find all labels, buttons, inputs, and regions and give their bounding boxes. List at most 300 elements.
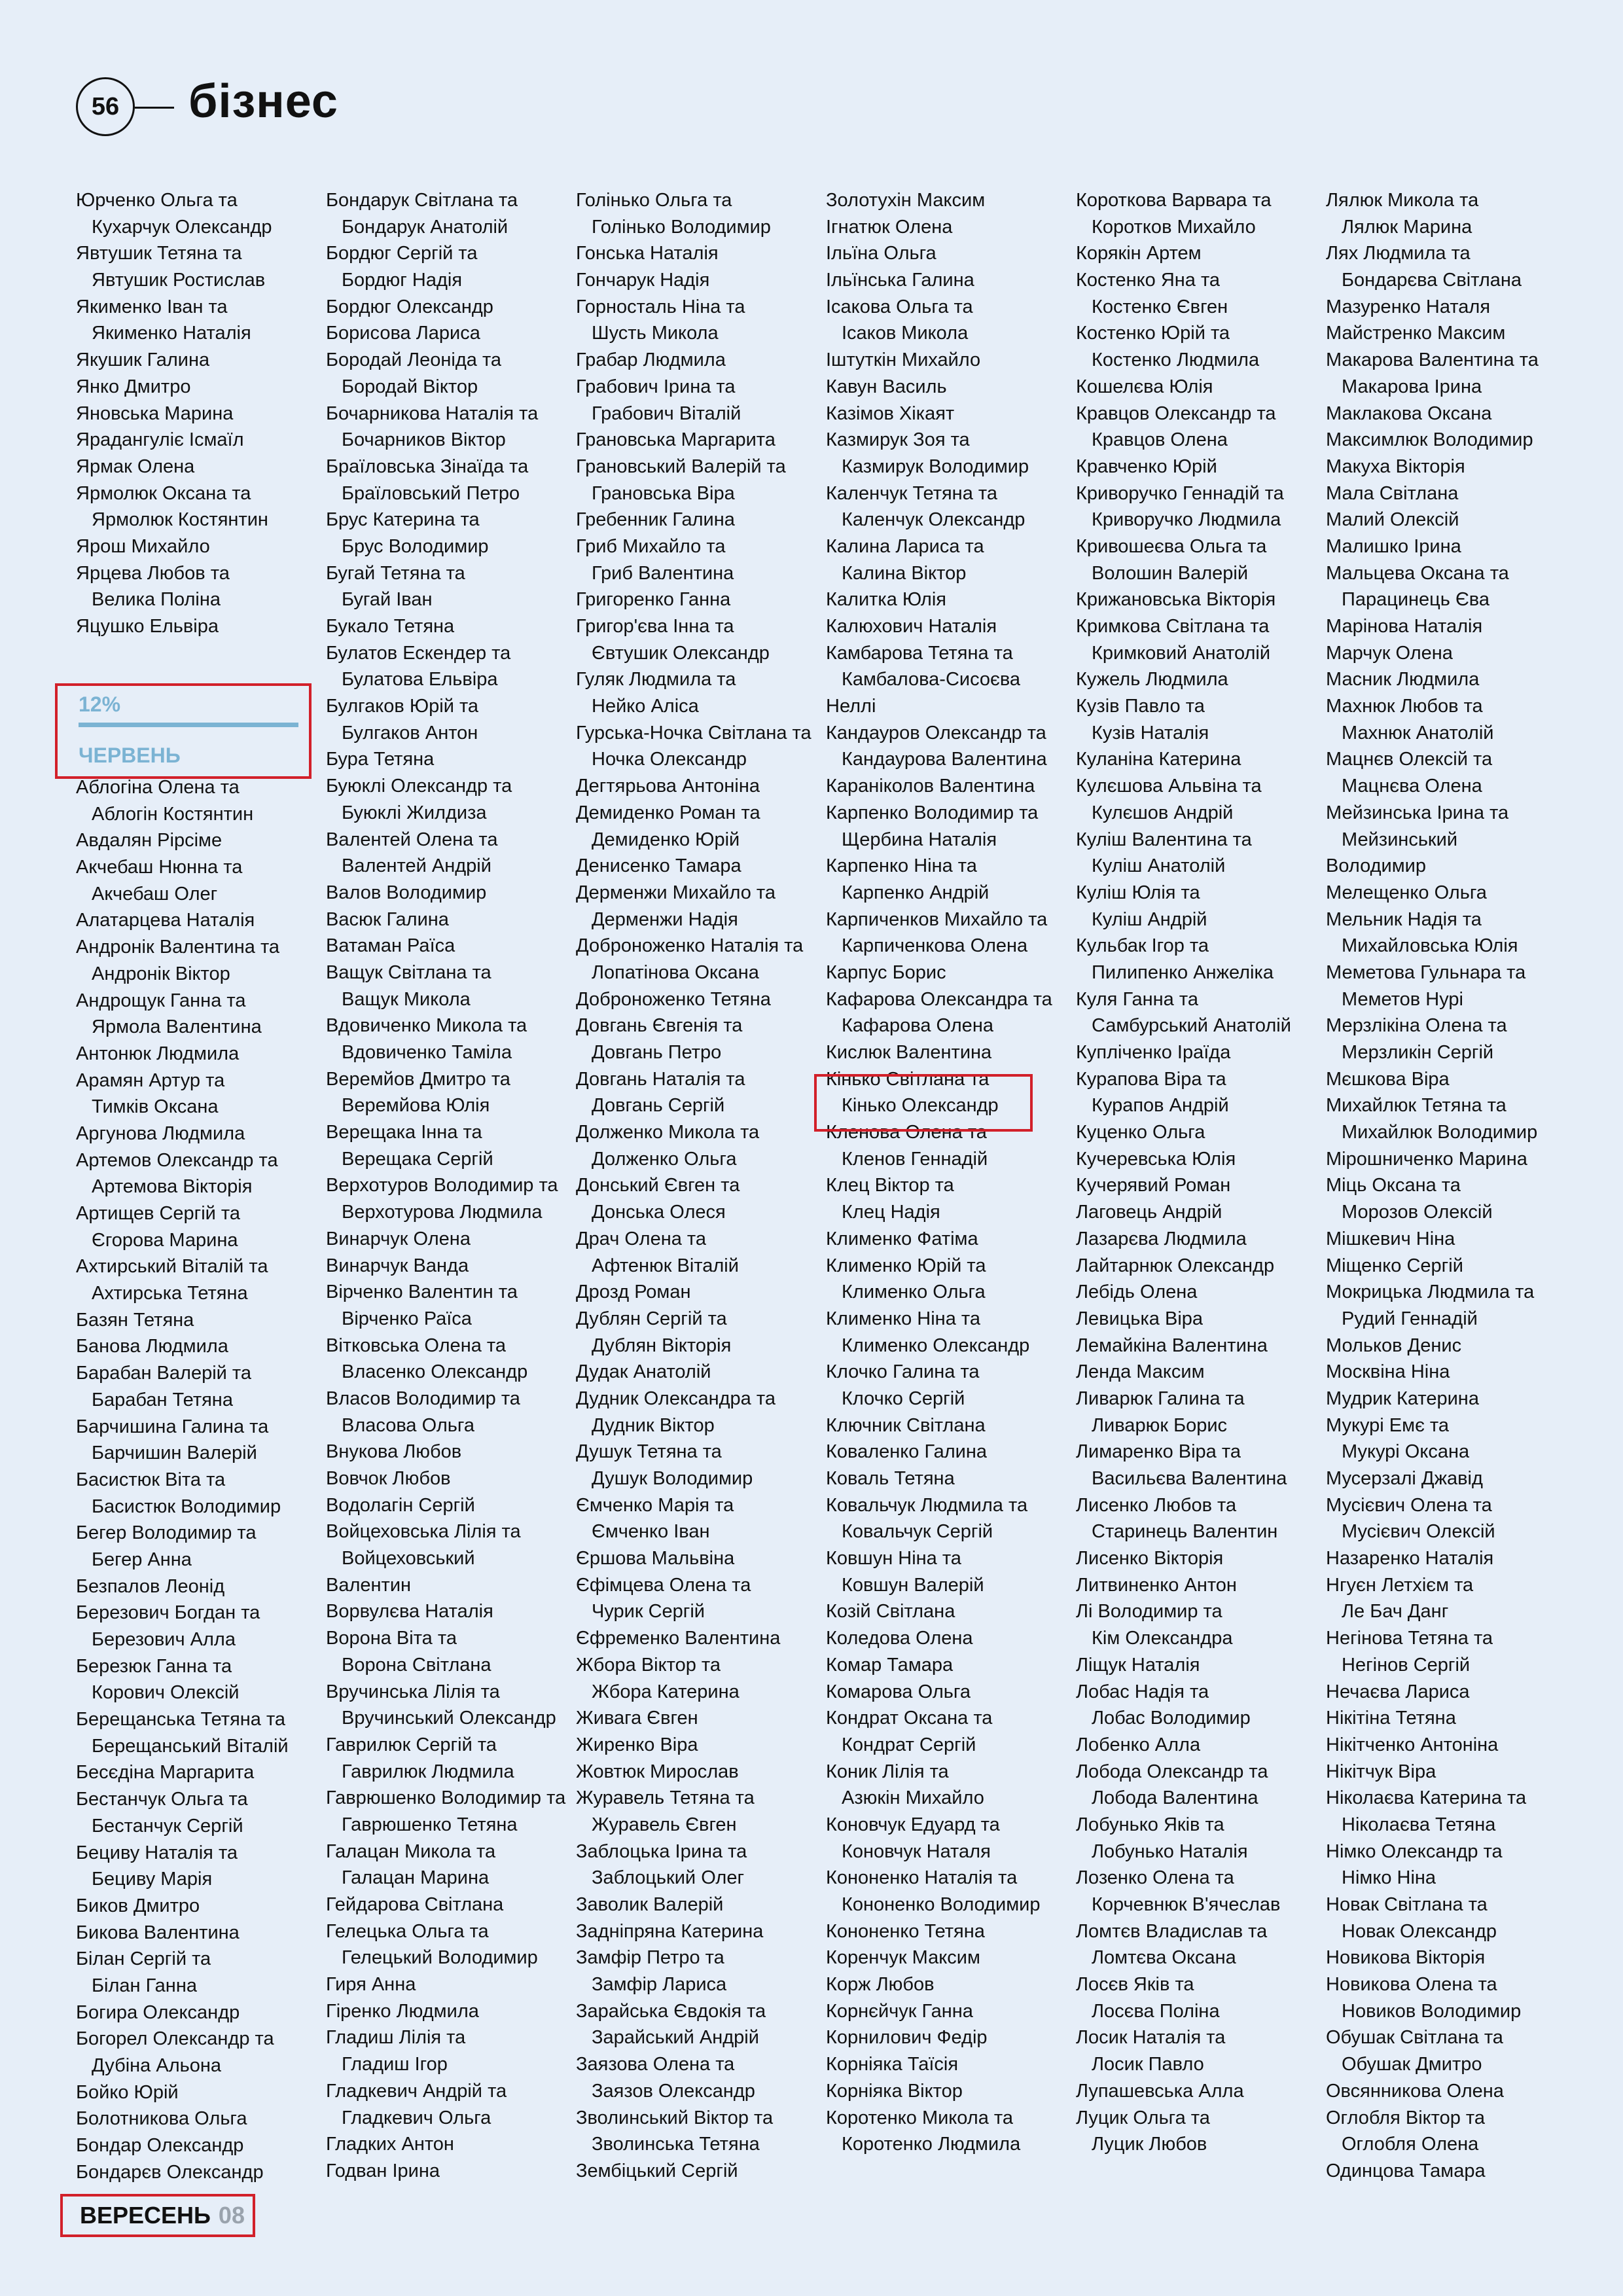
name-entry: Нікітченко Антоніна [1326,1734,1499,1755]
name-entry: Верхотуров Володимир та [326,1175,558,1196]
name-entry: Макуха Вікторія [1326,456,1465,477]
name-entry: Замфір Лариса [592,1974,727,1996]
name-entry: Євтушик Олександр [592,642,770,664]
name-entry: Махнюк Любов та [1326,696,1483,717]
name-entry: Бугай Іван [342,589,433,611]
name-entry: Кім Олександра [1092,1628,1233,1649]
name-entry: Журавель Тетяна та [576,1787,755,1809]
name-entry: Браїловський Петро [342,482,520,504]
name-entry: Єршова Мальвіна [576,1548,735,1570]
name-entry: Дудак Анатолій [576,1361,711,1383]
name-entry: Кислюк Валентина [826,1042,992,1063]
name-entry: Єфімцева Олена та [576,1574,751,1596]
name-entry: Демиденко Юрій [592,829,740,850]
name-entry: Кононенко Тетяна [826,1920,985,1942]
name-entry: Ємченко Марія та [576,1494,734,1516]
name-entry: Ільїнська Галина [826,270,974,291]
name-entry: Бикова Валентина [76,1922,240,1943]
name-entry: Кінько Олександр [842,1095,999,1117]
name-entry: Макарова Ірина [1342,376,1482,397]
name-entry: Клименко Ніна та [826,1308,980,1329]
name-entry: Кравченко Юрій [1076,456,1217,477]
name-entry: Васюк Галина [326,908,449,930]
name-entry: Вірченко Валентин та [326,1282,518,1303]
name-entry: Валентей Олена та [326,829,498,850]
name-entry: Ярмолюк Оксана та [76,482,251,504]
name-entry: Задніпряна Катерина [576,1920,764,1942]
name-entry: Німко Олександр та [1326,1840,1503,1862]
name-entry: Лобас Володимир [1092,1708,1251,1729]
name-entry: Куліш Андрій [1092,908,1207,930]
name-entry: Бестанчук Сергій [92,1815,243,1837]
name-entry: Михайлюк Тетяна та [1326,1095,1507,1117]
name-entry: Верещака Інна та [326,1122,482,1143]
name-entry: Бегер Анна [92,1549,192,1570]
footer-issue [60,2194,255,2237]
name-entry: Одинцова Тамара [1326,2160,1486,2181]
name-entry: Криворучко Людмила [1092,509,1281,531]
name-entry: Коваленко Галина [826,1441,987,1463]
footer-month: ВЕРЕСЕНЬ [80,2202,211,2229]
name-entry: Зарайський Андрій [592,2027,759,2049]
name-entry: Кухарчук Олександр [92,216,272,238]
name-entry: Німко Ніна [1342,1867,1436,1889]
name-entry: Юрченко Ольга та [76,190,238,211]
name-entry: Березович Богдан та [76,1602,260,1624]
name-entry: Лялюк Марина [1342,216,1472,238]
name-entry: Карпенко Ніна та [826,855,977,877]
name-entry: Лисенко Вікторія [1076,1548,1224,1570]
name-entry: Михайлюк Володимир [1342,1122,1538,1143]
name-entry: Грабар Людмила [576,350,726,371]
name-entry: Довгань Євгенія та [576,1015,743,1037]
name-entry: Барчишин Валерій [92,1443,257,1464]
name-entry: Жовтюк Мирослав [576,1761,739,1782]
name-entry: Костенко Людмила [1092,350,1260,371]
name-entry: Гейдарова Світлана [326,1894,504,1915]
name-entry: Войцеховський [342,1548,475,1570]
name-entry: Каленчук Тетяна та [826,482,997,504]
name-entry: Лобунько Яків та [1076,1814,1224,1835]
name-entry: Ніколаєва Катерина та [1326,1787,1527,1809]
name-entry: Криворучко Геннадій та [1076,482,1284,504]
name-entry: Заволик Валерій [576,1894,724,1915]
name-entry: Бондарук Анатолій [342,216,508,238]
name-entry: Лозенко Олена та [1076,1867,1234,1889]
name-entry: Гурська-Ночка Світлана та [576,722,812,744]
name-entry: Довгань Петро [592,1042,722,1063]
name-entry: Козій Світлана [826,1601,955,1623]
name-entry: Клименко Юрій та [826,1255,986,1276]
name-entry: Нечаєва Лариса [1326,1681,1470,1702]
name-entry: Кузів Павло та [1076,696,1205,717]
name-entry: Зволинський Віктор та [576,2107,774,2128]
name-entry: Гаврилюк Людмила [342,1761,514,1782]
name-entry: Курапов Андрій [1092,1095,1229,1117]
name-entry: Кондрат Оксана та [826,1708,993,1729]
name-entry: Ворона Світлана [342,1654,491,1676]
name-entry: Власенко Олександр [342,1361,528,1383]
name-entry: Ковшун Валерій [842,1574,984,1596]
name-entry: Бочарников Віктор [342,429,506,451]
name-entry: Грабович Ірина та [576,376,736,397]
name-entry: Бондарєва Світлана [1342,270,1522,291]
name-entry: Гиря Анна [326,1974,416,1996]
name-entry: Гладиш Ігор [342,2054,448,2075]
name-entry: Овсянникова Олена [1326,2080,1504,2102]
name-entry: Пилипенко Анжеліка [1092,961,1274,983]
name-column-4 [826,187,1068,2158]
name-entry: Махнюк Анатолій [1342,722,1494,744]
name-entry: Довгань Сергій [592,1095,725,1117]
name-entry: Ночка Олександр [592,749,747,770]
name-entry: Драч Олена та [576,1228,706,1249]
name-entry: Дубіна Альона [92,2055,222,2076]
name-entry: Марінова Наталія [1326,616,1483,637]
name-entry: Брус Володимир [342,535,489,557]
name-entry: Ємченко Іван [592,1521,710,1543]
name-entry: Калитка Юлія [826,589,946,611]
name-entry: Бочарникова Наталія та [326,403,539,424]
name-entry: Литвиненко Антон [1076,1574,1237,1596]
name-entry: Голінько Ольга та [576,190,732,211]
name-entry: Кулєшов Андрій [1092,802,1234,823]
name-entry: Долженко Ольга [592,1148,737,1170]
name-entry: Мерзлікіна Олена та [1326,1015,1507,1037]
name-entry: Гаврюшенко Володимир та [326,1787,566,1809]
name-entry: Корчевнюк В'ячеслав [1092,1894,1281,1915]
name-entry: Грановська Віра [592,482,735,504]
name-entry: Гриб Михайло та [576,535,726,557]
name-entry: Коледова Олена [826,1628,973,1649]
name-entry: Доброноженко Наталія та [576,935,804,957]
name-entry: Ливарюк Борис [1092,1414,1228,1436]
name-entry: Бондарук Світлана та [326,190,518,211]
name-entry: Малишко Ірина [1326,535,1461,557]
name-entry: Мусієвич Олена та [1326,1494,1492,1516]
name-entry: Куланіна Катерина [1076,749,1241,770]
name-entry: Веремйов Дмитро та [326,1068,510,1090]
name-entry: Богорел Олександр та [76,2028,274,2050]
name-entry: Кафарова Олена [842,1015,993,1037]
name-entry: Бесєдіна Маргарита [76,1762,255,1784]
name-entry: Буюклі Олександр та [326,776,512,797]
name-entry: Жбора Віктор та [576,1654,721,1676]
name-entry: Карпус Борис [826,961,946,983]
name-entry: Бородай Віктор [342,376,478,397]
name-entry: Коник Лілія та [826,1761,949,1782]
name-entry: Валентей Андрій [342,855,491,877]
name-entry: Аблогін Костянтин [92,803,254,825]
name-entry: Короткова Варвара та [1076,190,1272,211]
name-entry: Парацинець Єва [1342,589,1490,611]
name-entry: Мацнєв Олексій та [1326,749,1493,770]
section-title: бізнес [188,75,338,128]
name-entry: Денисенко Тамара [576,855,741,877]
name-entry: Лаговець Андрій [1076,1202,1222,1223]
name-entry: Новикова Вікторія [1326,1947,1486,1969]
name-entry: Безпалов Леонід [76,1575,225,1597]
name-entry: Кривошеєва Ольга та [1076,535,1267,557]
name-entry: Лайтарнюк Олександр [1076,1255,1275,1276]
name-entry: Бегер Володимир та [76,1522,257,1544]
name-entry: Веремйова Юлія [342,1095,490,1117]
name-entry: Коротенко Микола та [826,2107,1013,2128]
name-entry: Вірченко Раїса [342,1308,472,1329]
name-entry: Кузів Наталія [1092,722,1209,744]
name-entry: Артищев Сергій та [76,1203,241,1224]
name-entry: Куліш Юлія та [1076,882,1200,903]
name-entry: Ковальчук Людмила та [826,1494,1028,1516]
name-entry: Оглобля Олена [1342,2134,1479,2155]
name-entry: Негінов Сергій [1342,1654,1471,1676]
name-entry: Карпиченков Михайло та [826,908,1048,930]
name-entry: Коротков Михайло [1092,216,1256,238]
name-entry: Мокрицька Людмила та [1326,1282,1535,1303]
name-entry: Ярадангуліє Ісмаїл [76,429,244,451]
name-entry: Камбарова Тетяна та [826,642,1013,664]
name-entry: Бура Тетяна [326,749,435,770]
name-entry: Валентин [326,1574,412,1596]
name-entry: Корніяка Таїсія [826,2054,959,2075]
name-entry: Внукова Любов [326,1441,462,1463]
name-entry: Левицька Віра [1076,1308,1204,1329]
name-entry: Душук Тетяна та [576,1441,722,1463]
name-entry: Валов Володимир [326,882,487,903]
name-entry: Лобунько Наталія [1092,1840,1248,1862]
name-entry: Акчебаш Нюнна та [76,857,243,878]
name-entry: Обушак Дмитро [1342,2054,1482,2075]
name-entry: Булатов Ескендер та [326,642,511,664]
name-entry: Кондрат Сергій [842,1734,976,1755]
name-entry: Тимків Оксана [92,1096,219,1118]
name-entry: Борисова Лариса [326,323,480,344]
name-entry: Ільїна Ольга [826,243,936,264]
name-entry: Андронік Валентина та [76,937,280,958]
name-entry: Якушик Галина [76,350,210,371]
name-entry: Нгуєн Летхієм та [1326,1574,1474,1596]
name-entry: Бециву Наталія та [76,1842,238,1863]
name-entry: Лупашевська Алла [1076,2080,1244,2102]
name-entry: Костенко Євген [1092,296,1228,317]
name-entry: Корнилович Федір [826,2027,988,2049]
name-entry: Дудник Віктор [592,1414,715,1436]
name-entry: Винарчук Олена [326,1228,471,1249]
name-entry: Мольков Денис [1326,1335,1462,1356]
name-entry: Самбурський Анатолій [1092,1015,1291,1037]
name-entry: Антонюк Людмила [76,1043,240,1064]
name-entry: Заблоцька Ірина та [576,1840,747,1862]
name-entry: Карпенко Володимир та [826,802,1039,823]
name-entry: Корнєйчук Ганна [826,2000,973,2022]
name-entry: Вовчок Любов [326,1468,451,1489]
name-entry: Жбора Катерина [592,1681,740,1702]
name-entry: Бордюг Олександр [326,296,493,317]
name-entry: Гриб Валентина [592,562,734,584]
name-entry: Ливарюк Галина та [1076,1388,1245,1409]
name-entry: Негінова Тетяна та [1326,1628,1493,1649]
name-entry: Гелецький Володимир [342,1947,538,1969]
name-entry: Кравцов Олена [1092,429,1228,451]
name-entry: Кримковий Анатолій [1092,642,1271,664]
name-entry: Мейзинська Ірина та [1326,802,1509,823]
name-entry: Булатова Ельвіра [342,669,498,691]
name-entry: Андронік Віктор [92,963,230,984]
name-entry: Нікітіна Тетяна [1326,1708,1456,1729]
name-entry: Лимаренко Віра та [1076,1441,1241,1463]
name-entry: Берещанська Тетяна та [76,1709,286,1731]
name-entry: Корякін Артем [1076,243,1202,264]
name-entry: Березович Алла [92,1629,236,1650]
name-entry: Корніяка Віктор [826,2080,963,2102]
name-entry: Клименко Фатіма [826,1228,978,1249]
name-entry: Болотникова Ольга [76,2108,247,2130]
name-entry: Живага Євген [576,1708,698,1729]
name-entry: Чурик Сергій [592,1601,705,1623]
name-entry: Нейко Аліса [592,696,699,717]
name-entry: Дублян Вікторія [592,1335,732,1356]
name-entry: Мальцева Оксана та [1326,562,1509,584]
name-entry: Ярмолюк Костянтин [92,509,268,531]
name-entry: Лисенко Любов та [1076,1494,1237,1516]
name-entry: Шусть Микола [592,323,719,344]
name-entry: Березюк Ганна та [76,1655,232,1677]
name-column-2 [326,187,568,2185]
name-entry: Лосєва Поліна [1092,2000,1220,2022]
name-entry: Заблоцький Олег [592,1867,745,1889]
name-entry: Журавель Євген [592,1814,737,1835]
name-entry: Мацнєва Олена [1342,776,1482,797]
name-entry: Барабан Тетяна [92,1389,233,1410]
name-entry: Вдовиченко Таміла [342,1042,512,1063]
name-entry: Зволинська Тетяна [592,2134,760,2155]
name-entry: Куліш Анатолій [1092,855,1226,877]
name-entry: Гладких Антон [326,2134,454,2155]
name-entry: Луцик Ольга та [1076,2107,1210,2128]
name-entry: Долженко Микола та [576,1122,760,1143]
month-percent: 12% [79,692,121,716]
month-progress-bar [79,723,298,727]
name-entry: Гіренко Людмила [326,2000,479,2022]
name-entry: Костенко Яна та [1076,270,1221,291]
name-entry: Мала Світлана [1326,482,1459,504]
name-entry: Лемайкіна Валентина [1076,1335,1268,1356]
name-entry: Мусієвич Олексій [1342,1521,1495,1543]
name-entry: Кавун Василь [826,376,947,397]
name-entry: Караніколов Валентина [826,776,1035,797]
name-entry: Гладиш Лілія та [326,2027,466,2049]
name-entry: Голінько Володимир [592,216,771,238]
name-entry: Калина Лариса та [826,535,984,557]
name-entry: Ковшун Ніна та [826,1548,961,1570]
name-entry: Мукурі Емє та [1326,1414,1450,1436]
name-entry: Дудник Олександра та [576,1388,776,1409]
name-entry: Лобода Валентина [1092,1787,1258,1809]
name-entry: Клец Надія [842,1202,940,1223]
name-entry: Єгорова Марина [92,1229,238,1251]
name-entry: Лобенко Алла [1076,1734,1201,1755]
name-entry: Клименко Ольга [842,1282,986,1303]
name-entry: Дрозд Роман [576,1282,691,1303]
name-entry: Браїловська Зінаїда та [326,456,529,477]
name-entry: Гончарук Надія [576,270,710,291]
name-entry: Брус Катерина та [326,509,480,531]
name-entry: Щербина Наталія [842,829,997,850]
name-entry: Обушак Світлана та [1326,2027,1503,2049]
name-entry: Москвіна Ніна [1326,1361,1450,1383]
name-entry: Коновчук Едуард та [826,1814,1000,1835]
name-entry: Букало Тетяна [326,616,455,637]
name-entry: Афтенюк Віталій [592,1255,739,1276]
name-entry: Коротенко Людмила [842,2134,1021,2155]
name-entry: Куля Ганна та [1076,988,1198,1010]
name-entry: Каленчук Олександр [842,509,1026,531]
name-entry: Дегтярьова Антоніна [576,776,760,797]
name-entry: Курапова Віра та [1076,1068,1226,1090]
name-entry: Доброноженко Тетяна [576,988,771,1010]
name-entry: Бордюг Сергій та [326,243,478,264]
name-entry: Гелецька Ольга та [326,1920,489,1942]
name-entry: Артемов Олександр та [76,1149,278,1171]
name-entry: Лях Людмила та [1326,243,1471,264]
name-entry: Іштуткін Михайло [826,350,981,371]
name-entry: Авдалян Рipсіме [76,830,223,852]
name-entry: Лосєв Яків та [1076,1974,1194,1996]
name-entry: Крижановська Вікторія [1076,589,1276,611]
name-entry: Бондар Олександр [76,2135,244,2157]
name-entry: Лобас Надія та [1076,1681,1209,1702]
name-entry: Лопатінова Оксана [592,961,759,983]
name-entry: Ломтєва Оксана [1092,1947,1236,1969]
name-entry: Нікітчук Віра [1326,1761,1436,1782]
name-entry: Берещанський Віталій [92,1735,289,1757]
name-entry: Кулєшова Альвіна та [1076,776,1262,797]
name-entry: Ярмола Валентина [92,1016,262,1038]
name-entry: Ле Бач Данг [1342,1601,1449,1623]
name-entry: Зарайська Євдокія та [576,2000,766,2022]
name-entry: Малий Олексій [1326,509,1459,531]
name-entry: Довгань Наталія та [576,1068,745,1090]
name-entry: Аблогіна Олена та [76,777,240,798]
name-entry: Марчук Олена [1326,642,1453,664]
name-entry: Артемова Вікторія [92,1176,253,1198]
name-entry: Ніколаєва Тетяна [1342,1814,1496,1835]
name-entry: Андрощук Ганна та [76,990,246,1011]
name-entry: Горносталь Ніна та [576,296,745,317]
name-entry: Купліченко Іраїда [1076,1042,1231,1063]
name-entry: Кононенко Наталія та [826,1867,1018,1889]
name-entry: Бордюг Надія [342,270,463,291]
name-entry: Неллі [826,696,876,717]
name-entry: Бециву Марія [92,1869,213,1890]
name-entry: Вдовиченко Микола та [326,1015,527,1037]
name-entry: Бугай Тетяна та [326,562,465,584]
name-entry: Клец Віктор та [826,1175,954,1196]
name-entry: Ломтєв Владислав та [1076,1920,1268,1942]
name-entry: Макарова Валентина та [1326,350,1539,371]
name-entry: Григор'єва Інна та [576,616,734,637]
name-entry: Коренчук Максим [826,1947,980,1969]
name-entry: Старинець Валентин [1092,1521,1278,1543]
name-entry: Явтушик Тетяна та [76,243,242,264]
name-entry: Карпенко Андрій [842,882,990,903]
name-entry: Богира Олександр [76,2001,240,2023]
name-entry: Явтушик Ростислав [92,270,266,291]
name-entry: Мішкевич Ніна [1326,1228,1455,1249]
name-entry: Назаренко Наталія [1326,1548,1494,1570]
name-entry: Мукурі Оксана [1342,1441,1470,1463]
name-column-1-bottom [76,774,318,2185]
